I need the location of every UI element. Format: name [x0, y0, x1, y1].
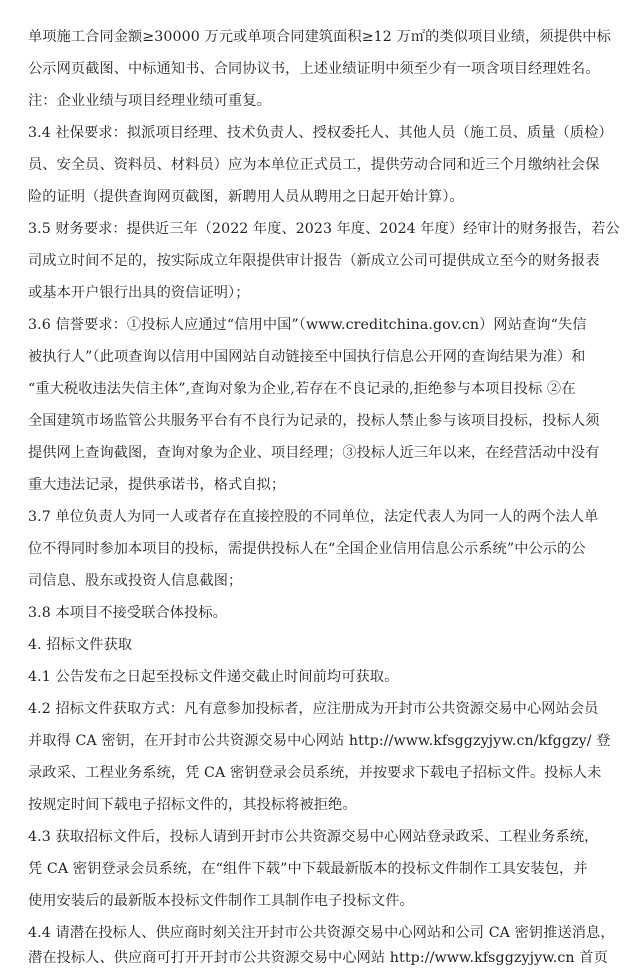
- text-line: 使用安装后的最新版本投标文件制作工具制作电子投标文件。: [28, 893, 414, 909]
- text-line: 3.5 财务要求：提供近三年（2022 年度、2023 年度、2024 年度）经审计的财务报告，若公: [28, 221, 620, 237]
- text-line: 3.8 本项目不接受联合体投标。: [28, 605, 227, 621]
- text-line: 公示网页截图、中标通知书、合同协议书，上述业绩证明中须至少有一项含项目经理姓名。: [28, 61, 600, 77]
- text-line: 险的证明（提供查询网页截图，新聘用人员从聘用之日起开始计算）。: [28, 189, 464, 205]
- text-line: 3.6 信誉要求：①投标人应通过“信用中国”（www.creditchina.gov.cn）网站查询“失信: [28, 317, 587, 333]
- text-line: 4.3 获取招标文件后，投标人请到开封市公共资源交易中心网站登录政采、工程业务系统，: [28, 829, 599, 845]
- text-line: 单项施工合同金额≥30000 万元或单项合同建筑面积≥12 万㎡的类似项目业绩，须提供中标: [28, 29, 611, 45]
- text-line: “重大税收违法失信主体”,查询对象为企业,若存在不良记录的,拒绝参与本项目投标 ②在: [28, 381, 576, 397]
- text-line: 按规定时间下载电子招标文件的，其投标将被拒绝。: [28, 797, 357, 813]
- text-line: 员、安全员、资料员、材料员）应为本单位正式员工，提供劳动合同和近三个月缴纳社会保: [28, 157, 600, 173]
- text-line: 或基本开户银行出具的资信证明）；: [28, 285, 250, 301]
- text-line: 被执行人”（此项查询以信用中国网站自动链接至中国执行信息公开网的查询结果为准）和: [28, 349, 586, 365]
- text-line: 并取得 CA 密钥，在开封市公共资源交易中心网站 http://www.kfsggzyjyw.cn/kfggzy/ 登: [28, 733, 611, 749]
- text-line: 司成立时间不足的，按实际成立年限提供审计报告（新成立公司可提供成立至今的财务报表: [28, 253, 600, 269]
- text-line: 3.4 社保要求：拟派项目经理、技术负责人、授权委托人、其他人员（施工员、质量（质检）: [28, 125, 613, 141]
- text-line: 3.7 单位负责人为同一人或者存在直接控股的不同单位，法定代表人为同一人的两个法人单: [28, 509, 599, 525]
- text-line: 司信息、股东或投资人信息截图；: [28, 573, 243, 589]
- text-line: 位不得同时参加本项目的投标，需提供投标人在“全国企业信用信息公示系统”中公示的公: [28, 541, 586, 557]
- text-line: 提供网上查询截图，查询对象为企业、项目经理；③投标人近三年以来，在经营活动中没有: [28, 445, 600, 461]
- text-line: 注：企业业绩与项目经理业绩可重复。: [28, 93, 271, 109]
- text-line: 录政采、工程业务系统，凭 CA 密钥登录会员系统，并按要求下载电子招标文件。投标人未: [28, 765, 602, 781]
- text-line: 全国建筑市场监管公共服务平台有不良行为记录的，投标人禁止参与该项目投标，投标人须: [28, 413, 600, 429]
- text-line: 凭 CA 密钥登录会员系统，在“组件下载”中下载最新版本的投标文件制作工具安装包，并: [28, 861, 588, 877]
- text-line: 重大违法记录，提供承诺书，格式自拟；: [28, 477, 286, 493]
- text-line: 4.1 公告发布之日起至投标文件递交截止时间前均可获取。: [28, 669, 399, 685]
- section-heading: 4. 招标文件获取: [28, 637, 133, 653]
- text-line: 4.4 请潜在投标人、供应商时刻关注开封市公共资源交易中心网站和公司 CA 密钥推送消息，: [28, 925, 615, 941]
- text-line: 4.2 招标文件获取方式：凡有意参加投标者，应注册成为开封市公共资源交易中心网站会员: [28, 701, 599, 717]
- text-line: 潜在投标人、供应商可打开开封市公共资源交易中心网站 http://www.kfsggzyjyw.cn 首页: [28, 950, 608, 966]
